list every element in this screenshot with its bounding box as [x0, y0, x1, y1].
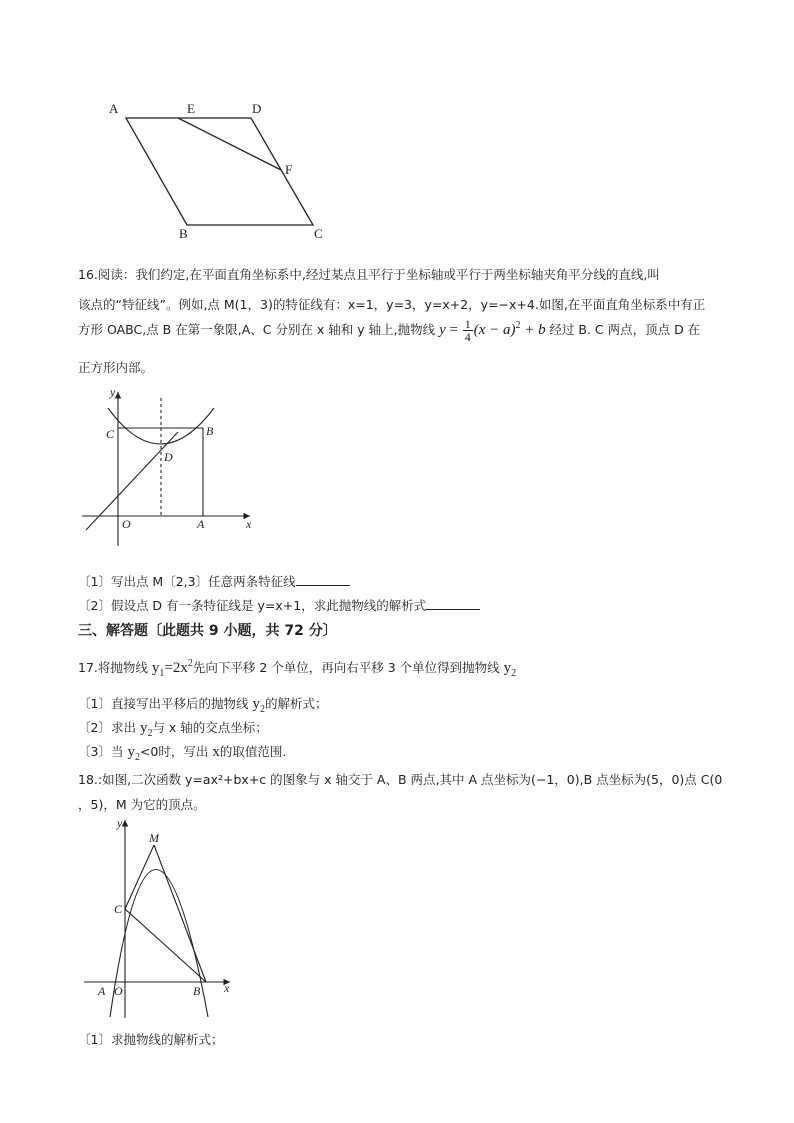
answer-blank-1[interactable] [296, 573, 350, 586]
segment-MB [154, 845, 206, 982]
q17-y1: $y_1=2x^2$ [151, 658, 193, 679]
parallelogram-figure [100, 95, 340, 245]
parabola-curve [108, 408, 214, 444]
formula-denominator: 4 [464, 330, 471, 344]
label-A: A [109, 101, 119, 116]
segment-CB [125, 909, 206, 982]
label-A: A [98, 984, 106, 998]
label-M: M [149, 831, 159, 845]
formula-tail: + b [524, 321, 546, 338]
formula-fraction [463, 318, 473, 343]
formula-numerator: 1 [464, 317, 471, 331]
axis-label-y: y [110, 385, 116, 399]
q17-sub3-x: x [212, 744, 220, 760]
label-C: C [114, 902, 123, 916]
q18-line1: 18.:如图,二次函数 y=ax²+bx+c 的图象与 x 轴交于 A、B 两点,其中 A 点坐标为(−1，0),B 点坐标为(5，0)点 C(0 [78, 772, 723, 787]
q16-formula [439, 317, 549, 344]
q17-y2: $y_2$ [503, 660, 517, 679]
q16-line1: 16.阅读：我们约定,在平面直角坐标系中,经过某点且平行于坐标轴或平行于两坐标轴夹角平分线的直线,叫 [78, 267, 660, 282]
square-parabola-figure [78, 382, 268, 547]
parabola-figure [82, 812, 252, 1022]
label-B: B [179, 226, 188, 241]
q16-sub2 [78, 596, 480, 614]
axis-label-y: y [117, 816, 123, 830]
q16-sub1 [78, 572, 350, 590]
formula-y: y [439, 321, 446, 338]
q16-sub1-text: 〔1〕写出点 M〔2,3〕任意两条特征线 [78, 574, 296, 589]
q16-sub2-text: 〔2〕假设点 D 有一条特征线是 y=x+1，求此抛物线的解析式 [78, 598, 427, 613]
label-A: A [197, 517, 205, 531]
q17-mid: 先向下平移 2 个单位，再向右平移 3 个单位得到抛物线 [192, 660, 500, 675]
section-heading: 三、解答题〔此题共 9 小题，共 72 分〕 [78, 623, 337, 639]
formula-exponent: 2 [515, 319, 521, 331]
q16-line4: 正方形内部。 [78, 360, 154, 375]
label-E: E [187, 101, 195, 116]
q17-sub3: 〔3〕当 $y_2<0$时，写出 x的取值范围. [78, 744, 287, 763]
label-O: O [122, 517, 131, 531]
q16-line3-pre: 方形 OABC,点 B 在第一象限,A、C 分别在 x 轴和 y 轴上,抛物线 [78, 321, 436, 337]
q16-line2: 该点的“特征线”。例如,点 M(1，3)的特征线有：x=1，y=3，y=x+2，y=−x+4.如图,在平面直角坐标系中有正 [78, 297, 706, 312]
axis-label-x: x [246, 517, 252, 531]
q17-line1 [78, 658, 516, 679]
label-D: D [164, 450, 173, 464]
q16-line3-post: 经过 B. C 两点，顶点 D 在 [549, 321, 701, 337]
label-O: O [114, 984, 123, 998]
formula-eq: = [449, 321, 458, 338]
axis-label-x: x [224, 981, 230, 995]
label-B: B [206, 424, 214, 438]
q17-sub2-y2: $y_2$ [139, 720, 153, 739]
label-F: F [285, 162, 293, 177]
label-B: B [193, 984, 201, 998]
label-C: C [314, 226, 323, 241]
q17-pre: 17.将抛物线 [78, 660, 148, 675]
segment-CM [125, 845, 154, 909]
characteristic-line [86, 432, 178, 530]
q18-sub1: 〔1〕求抛物线的解析式； [78, 1032, 224, 1047]
label-D: D [252, 101, 262, 116]
q16-line3 [78, 318, 700, 343]
q17-sub1-y2: $y_2$ [252, 696, 265, 715]
q18-line2: ，5)，M 为它的顶点。 [78, 797, 206, 812]
label-C: C [106, 427, 115, 441]
answer-blank-2[interactable] [426, 597, 480, 610]
q17-sub2: 〔2〕求出 $y_2$与 x 轴的交点坐标； [78, 720, 268, 739]
q17-sub1: 〔1〕直接写出平移后的抛物线 $y_2$的解析式； [78, 696, 328, 715]
q17-sub3-y2: $y_2$ [127, 744, 140, 763]
formula-rest: (x − a) [473, 321, 516, 338]
